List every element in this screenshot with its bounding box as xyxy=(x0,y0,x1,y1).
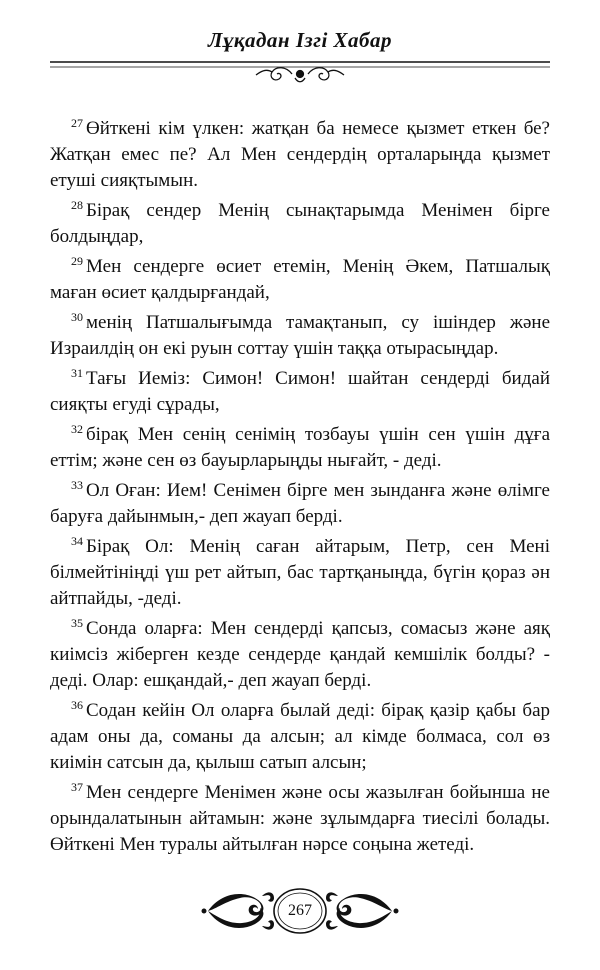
verse-text: Тағы Иеміз: Симон! Симон! шайтан сендерді бидай сияқты егуді сұрады, xyxy=(50,368,550,415)
verse-33 xyxy=(50,478,550,530)
running-header-title: Лұқадан Ізгі Хабар xyxy=(207,28,393,52)
verse-28 xyxy=(50,198,550,250)
verse-text: Мен сендерге өсиет етемін, Менің Әкем, Патшалық маған өсиет қалдырғандай, xyxy=(50,256,550,303)
verse-35 xyxy=(50,616,550,694)
header-ornament-rule xyxy=(50,58,550,88)
verse-number: 30 xyxy=(71,309,83,324)
verse-text: Өйткені кім үлкен: жатқан ба немесе қызмет еткен бе? Жатқан емес пе? Ал Мен сендердің орталарыңда қызмет етуші сияқтымын. xyxy=(50,118,550,191)
verse-number: 33 xyxy=(71,477,83,492)
verse-number: 36 xyxy=(71,697,83,712)
verse-36 xyxy=(50,698,550,776)
verse-text: Бірақ сендер Менің сынақтарымда Менімен бірге болдыңдар, xyxy=(50,200,550,247)
verse-34 xyxy=(50,534,550,612)
verse-number: 28 xyxy=(71,197,83,212)
verse-31 xyxy=(50,366,550,418)
verse-text: Мен сендерге Менімен және осы жазылған бойынша не орындалатынын айтамын: және зұлымдарға тиесілі болады. Өйткені Мен туралы айтылған нәрсе соңына жетеді. xyxy=(50,782,550,855)
verse-text: менің Патшалығымда тамақтанып, су ішіндер және Израилдің он екі руын соттау үшін таққа отырасыңдар. xyxy=(50,312,550,359)
verse-text: Ол Оған: Ием! Сенімен бірге мен зынданға және өлімге баруға дайынмын,- деп жауап берді. xyxy=(50,480,550,527)
verse-number: 34 xyxy=(71,533,83,548)
verse-number: 37 xyxy=(71,779,83,794)
verse-text: Содан кейін Ол оларға былай деді: бірақ қазір қабы бар адам оны да, соманы да алсын; ал кімде болмаса, сол өз киімін сатсын да, қылыш сатып алсын; xyxy=(50,700,550,773)
verse-text: Бірақ Ол: Менің саған айтарым, Петр, сен Мені білмейтініңді үш рет айтып, бас тартқаныңда, бүгін қораз ән айтпайды, -деді. xyxy=(50,536,550,609)
verse-text: Сонда оларға: Мен сендерді қапсыз, сомасыз және аяқ киімсіз жіберген кезде сендерде қандай кемшілік болды? - деді. Олар: ешқандай,- деп жауап берді. xyxy=(50,618,550,691)
verse-number: 35 xyxy=(71,615,83,630)
verse-text: бірақ Мен сенің сенімің тозбауы үшін сен үшін дұға еттім; және сен өз бауырларыңды нығайт, - деді. xyxy=(50,424,550,471)
verse-number: 32 xyxy=(71,421,83,436)
verse-number: 29 xyxy=(71,253,83,268)
verse-37 xyxy=(50,780,550,858)
verse-number: 31 xyxy=(71,365,83,380)
verse-list xyxy=(50,116,550,862)
page-number: 267 xyxy=(288,902,312,919)
verse-29 xyxy=(50,254,550,306)
verse-number: 27 xyxy=(71,115,83,130)
verse-27 xyxy=(50,116,550,194)
verse-32 xyxy=(50,422,550,474)
verse-30 xyxy=(50,310,550,362)
